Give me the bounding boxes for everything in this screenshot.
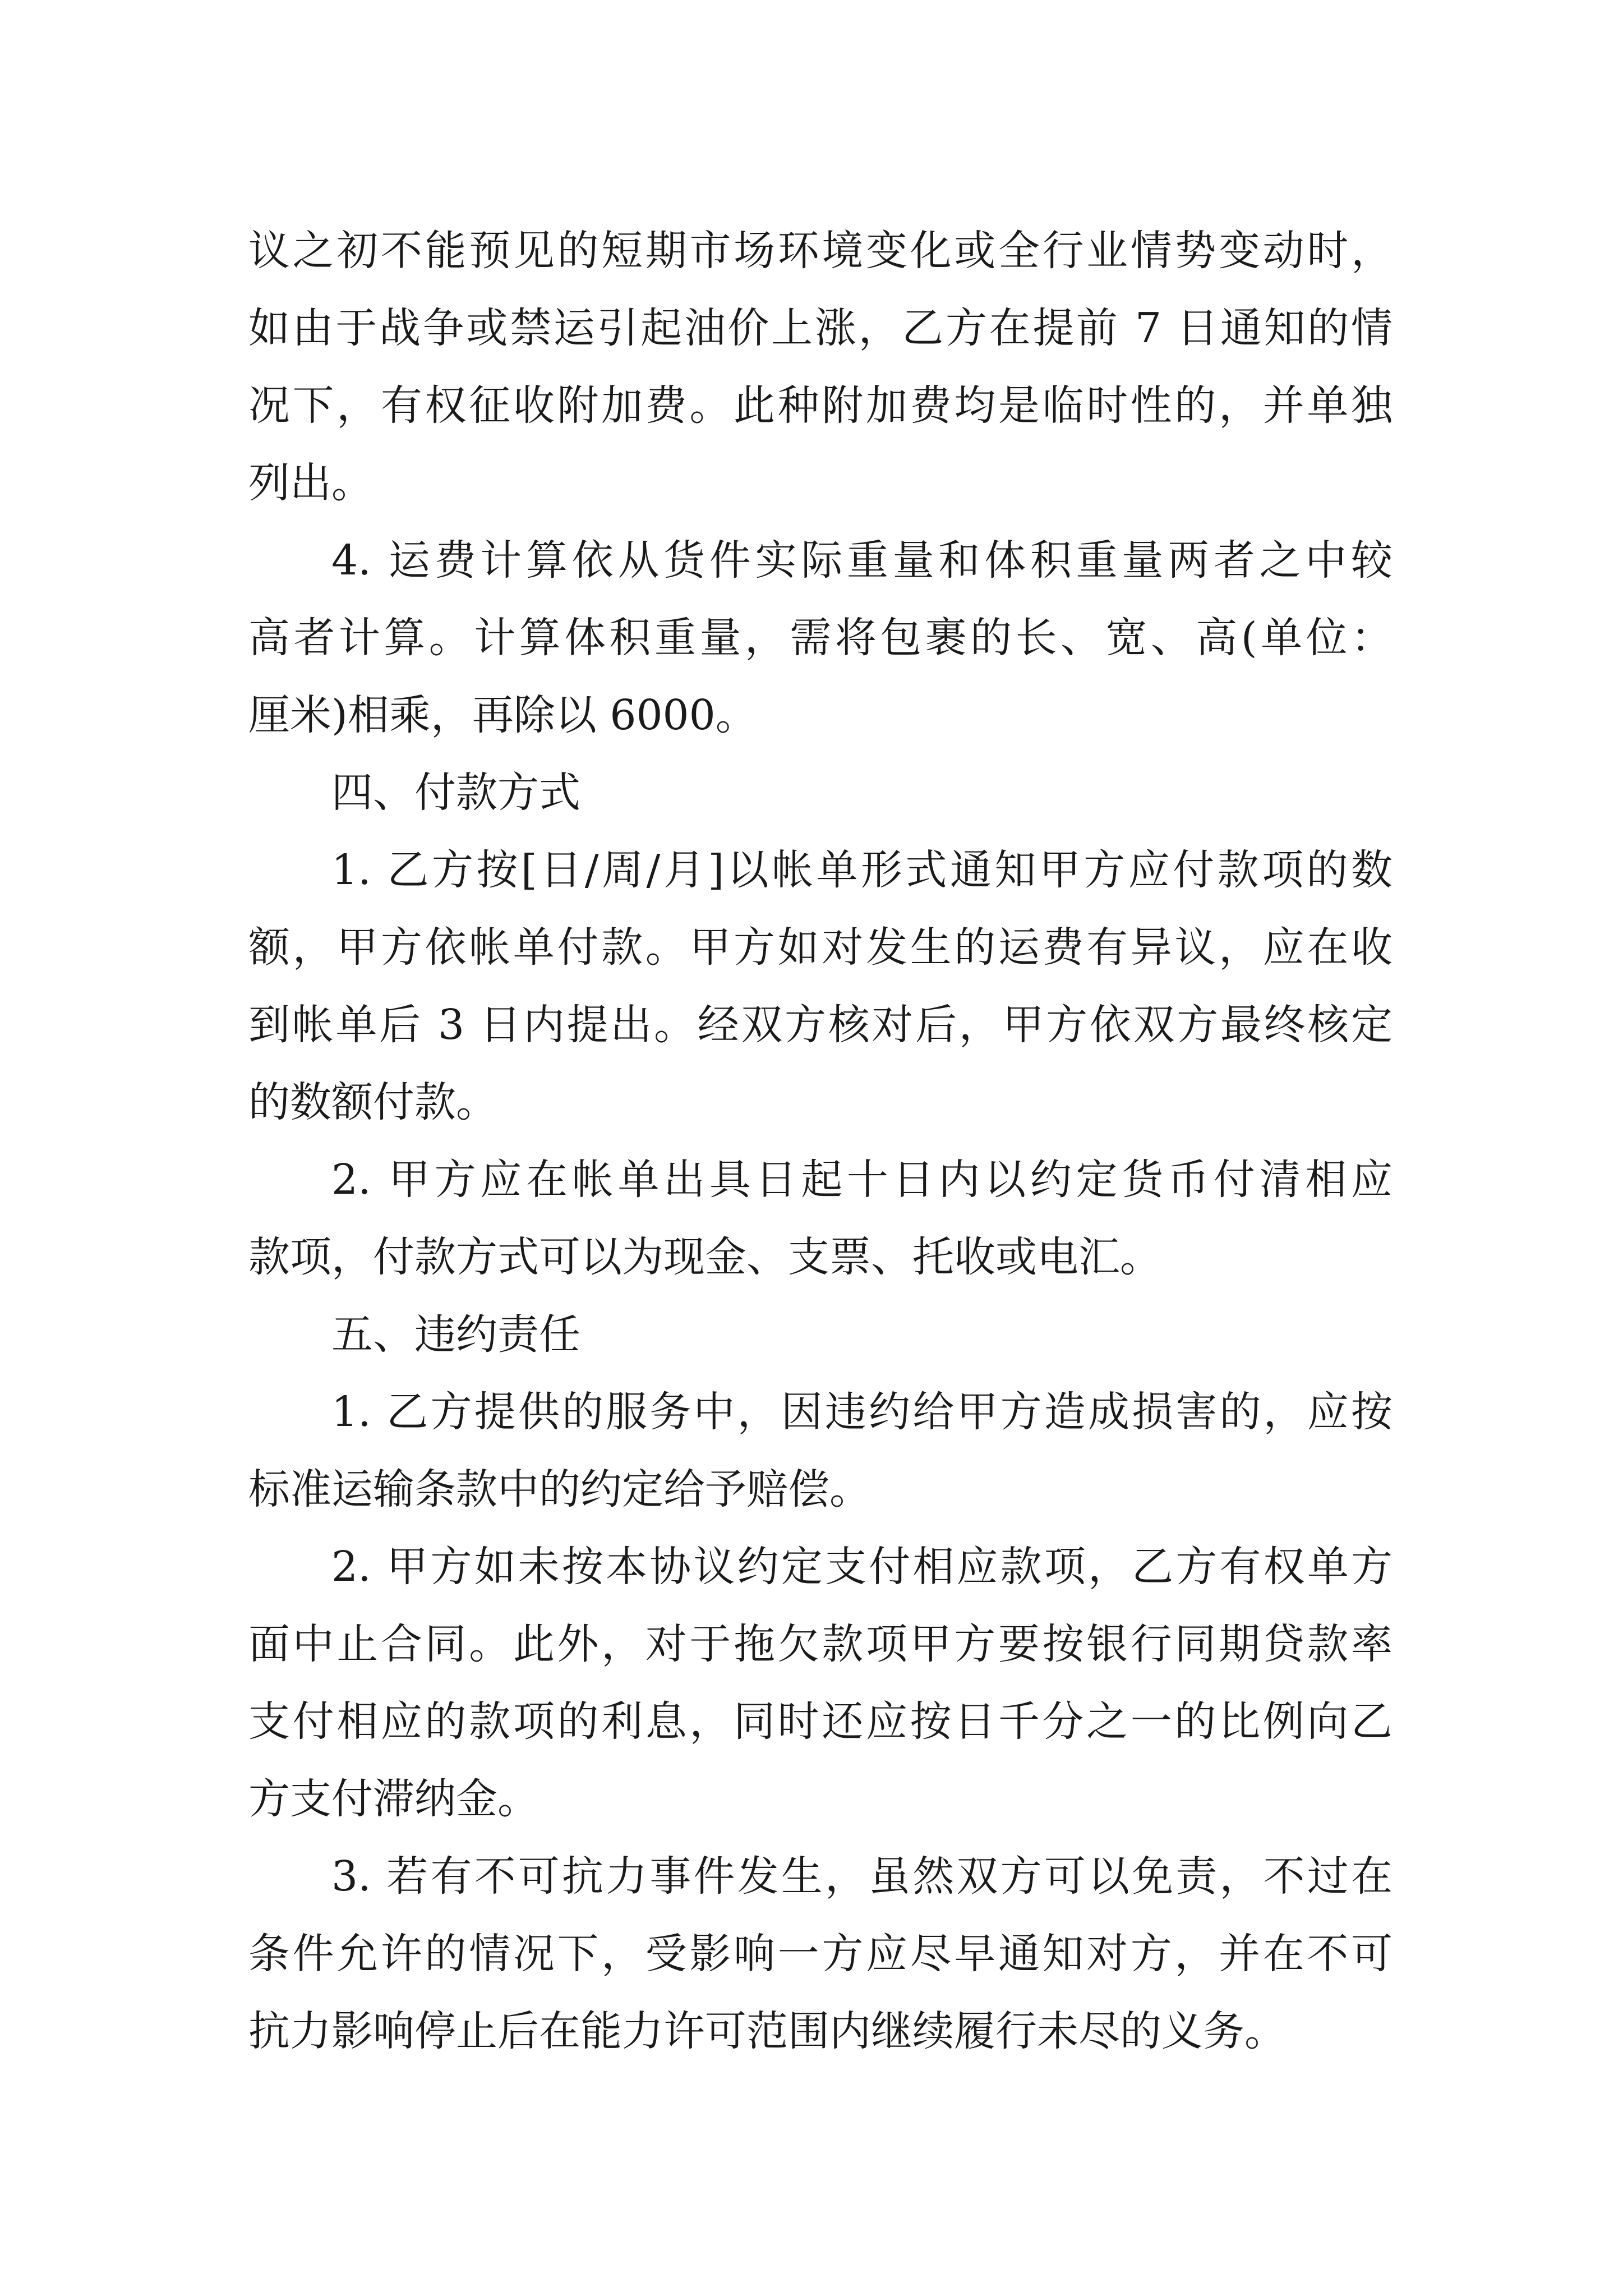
section-heading: 五、违约责任 — [331, 1310, 580, 1359]
text-line: 到帐单后 3 日内提出。经双方核对后，甲方依双方最终核定 — [248, 1001, 1393, 1049]
text-line: 支付相应的款项的利息，同时还应按日千分之一的比例向乙 — [248, 1697, 1393, 1746]
text-line: 高者计算。计算体积重量，需将包裹的长、宽、高(单位： — [248, 614, 1393, 662]
text-line: 2. 甲方应在帐单出具日起十日内以约定货币付清相应 — [331, 1156, 1393, 1204]
text-line: 议之初不能预见的短期市场环境变化或全行业情势变动时， — [248, 227, 1393, 275]
text-line: 方支付滞纳金。 — [248, 1775, 539, 1823]
text-line: 额，甲方依帐单付款。甲方如对发生的运费有异议，应在收 — [248, 923, 1393, 972]
text-line: 款项，付款方式可以为现金、支票、托收或电汇。 — [248, 1233, 1161, 1281]
text-line: 4. 运费计算依从货件实际重量和体积重量两者之中较 — [331, 536, 1393, 585]
text-line: 1. 乙方提供的服务中，因违约给甲方造成损害的，应按 — [331, 1388, 1393, 1436]
text-line: 3. 若有不可抗力事件发生，虽然双方可以免责，不过在 — [331, 1852, 1393, 1901]
text-line: 面中止合同。此外，对于拖欠款项甲方要按银行同期贷款率 — [248, 1620, 1393, 1668]
text-line: 列出。 — [248, 459, 373, 507]
section-heading: 四、付款方式 — [331, 769, 580, 817]
text-line: 2. 甲方如未按本协议约定支付相应款项，乙方有权单方 — [331, 1543, 1393, 1591]
text-line: 如由于战争或禁运引起油价上涨，乙方在提前 7 日通知的情 — [248, 304, 1393, 352]
text-line: 抗力影响停止后在能力许可范围内继续履行未尽的义务。 — [248, 2007, 1286, 2055]
text-line: 的数额付款。 — [248, 1078, 497, 1126]
text-line: 况下，有权征收附加费。此种附加费均是临时性的，并单独 — [248, 381, 1393, 430]
document-body — [248, 212, 1393, 2070]
text-line: 标准运输条款中的约定给予赔偿。 — [248, 1465, 871, 1513]
text-line: 条件允许的情况下，受影响一方应尽早通知对方，并在不可 — [248, 1930, 1393, 1978]
text-line: 1. 乙方按[日/周/月]以帐单形式通知甲方应付款项的数 — [331, 846, 1393, 894]
text-line: 厘米)相乘，再除以 6000。 — [248, 691, 757, 739]
